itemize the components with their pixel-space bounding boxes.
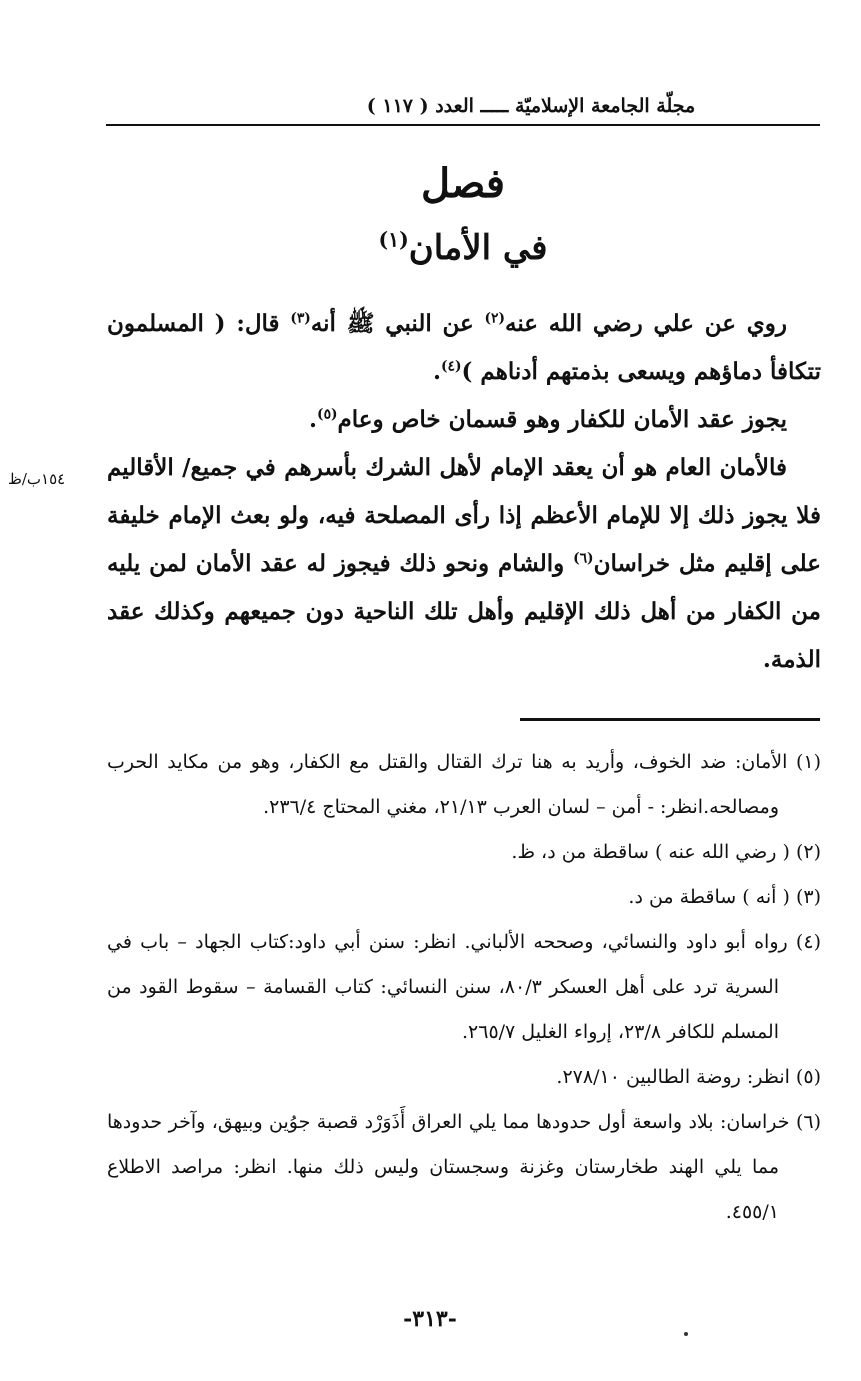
stray-dot — [684, 1332, 688, 1336]
text-run: . — [433, 358, 442, 385]
text-run: والشام ونحو ذلك فيجوز له عقد الأمان لمن يليه من الكفار من أهل ذلك الإقليم وأهل تلك الناحية دون جميعهم وكذلك عقد الذمة. — [107, 550, 821, 673]
text-run: . — [309, 406, 318, 433]
footnote-item: (٢) ( رضي الله عنه ) ساقطة من د، ظ. — [511, 841, 821, 863]
header-rule — [106, 124, 820, 126]
text-run: يجوز عقد الأمان للكفار وهو قسمان خاص وعام — [337, 406, 787, 433]
body-text — [107, 300, 821, 684]
footnote-item: (٥) انظر: روضة الطالبين ٢٧٨/١٠. — [556, 1066, 821, 1088]
section-subtitle — [106, 228, 820, 268]
text-run: روي عن علي رضي الله عنه — [505, 310, 787, 337]
footnote-ref: (٦) — [573, 550, 594, 567]
footnote-rule — [520, 718, 820, 721]
text-run: فالأمان العام هو أن يعقد الإمام لأهل الشرك بأسرهم في جميع/ الأقاليم فلا يجوز ذلك إلا للإمام الأعظم إذا رأى المصلحة فيه، ولو بعث الإمام خليفة على إقليم مثل خراسان — [107, 454, 821, 577]
footnote-ref: (٥) — [317, 406, 338, 423]
footnote-item: (١) الأمان: ضد الخوف، وأريد به هنا ترك القتال والقتل مع الكفار، وهو من مكايد الحرب ومصالحه.انظر: - أمن – لسان العرب ٢١/١٣، مغني المحتاج ٢٣٦/٤. — [107, 751, 821, 818]
footnote-ref: (٣) — [290, 310, 311, 327]
paragraph-hadith — [107, 300, 821, 396]
page-number: -٣١٣- — [403, 1306, 457, 1332]
margin-note: ١٥٤ب/ظ — [8, 470, 66, 488]
footnote-ref: (٢) — [484, 310, 505, 327]
paragraph-types — [107, 396, 821, 444]
footnote-ref: (١) — [378, 227, 409, 252]
running-header: مجلّة الجامعة الإسلاميّة ـــــ العدد ( ١١٧ ) — [366, 95, 696, 117]
footnote-item: (٦) خراسان: بلاد واسعة أول حدودها مما يلي العراق أَذَوَرْد قصبة جوُين وبيهق، وآخر حدودها مما يلي الهند طخارستان وغزنة وسجستان وليس ذلك منها. انظر: مراصد الاطلاع ٤٥٥/١. — [107, 1111, 821, 1223]
footnotes — [107, 740, 821, 1235]
paragraph-general-aman — [107, 444, 821, 684]
footnote-ref: (٤) — [441, 358, 462, 375]
subtitle-text: في الأمان — [408, 228, 548, 268]
text-run: قال: ( المسلمون تتكافأ دماؤهم ويسعى بذمتهم أدناهم ) — [107, 310, 821, 385]
footnote-item: (٤) رواه أبو داود والنسائي، وصححه الألباني. انظر: سنن أبي داود:كتاب الجهاد – باب في السرية ترد على أهل العسكر ٨٠/٣، سنن النسائي: كتاب القسامة – سقوط القود من المسلم للكافر ٢٣/٨، إرواء الغليل ٢٦٥/٧. — [107, 931, 821, 1043]
footnote-item: (٣) ( أنه ) ساقطة من د. — [628, 886, 821, 908]
text-run: عن النبي ﷺ أنه — [310, 310, 485, 337]
section-title: فصل — [420, 160, 506, 207]
